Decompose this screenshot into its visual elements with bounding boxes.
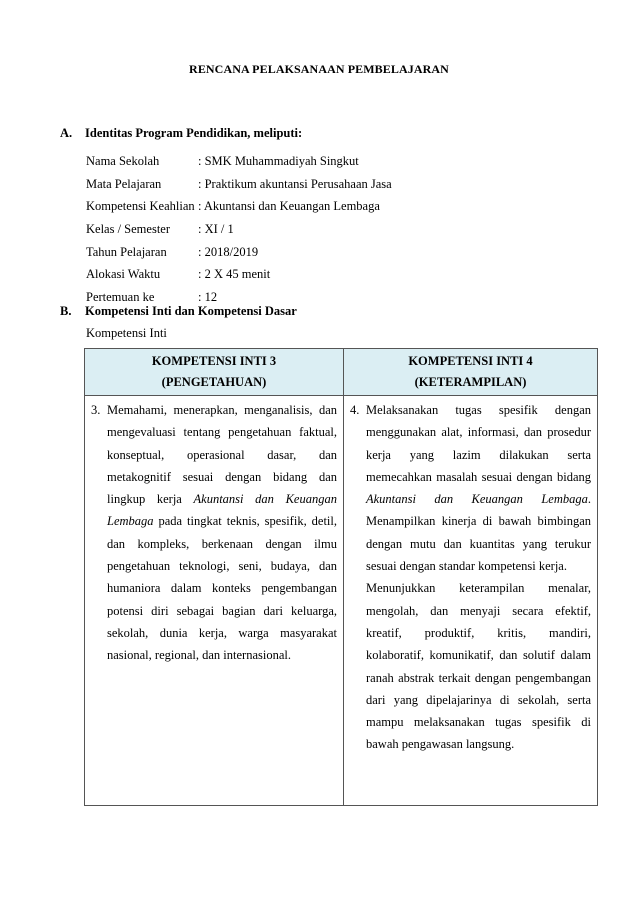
identity-label: Kelas / Semester [86, 222, 171, 237]
identity-value: : XI / 1 [198, 222, 234, 237]
section-a-title: Identitas Program Pendidikan, meliputi: [85, 126, 303, 140]
ki3-header-title: KOMPETENSI INTI 3 [151, 354, 277, 368]
ki4-text-italic: Akuntansi dan Keuangan Lembaga [366, 492, 588, 507]
ki3-header [85, 349, 344, 396]
identity-row [86, 263, 392, 286]
ki3-text-b: pada tingkat teknis, spesifik, detil, dan kompleks, berkenaan dengan ilmu pengetahuan teknologi, seni, budaya, dan humaniora dalam konteks pengembangan potensi diri sebagai bagian dari keluarga, sekolah, dunia kerja, warga masyarakat nasional, regional, dan internasional. [107, 514, 337, 663]
ki4-header-subtitle: (KETERAMPILAN) [414, 375, 527, 389]
ki4-paragraph-2: Menunjukkan keterampilan menalar, mengolah, dan menyaji secara efektif, kreatif, produktif, kritis, mandiri, kolaboratif, komunikatif, dan solutif dalam ranah abstrak terkait dengan pengembangan dari yang dipelajarinya di sekolah, serta mampu melaksanakan tugas spesifik di bawah pengawasan langsung. [366, 581, 591, 752]
section-a-heading [60, 126, 302, 141]
ki4-item [350, 399, 591, 577]
identity-value: : 2 X 45 menit [198, 267, 271, 282]
identity-row [86, 150, 392, 173]
identity-value: : Akuntansi dan Keuangan Lembaga [198, 199, 380, 214]
identity-value: : 12 [198, 290, 218, 305]
section-b-heading [60, 304, 297, 319]
ki3-item [91, 399, 337, 667]
ki4-text-a: Melaksanakan tugas spesifik dengan menggunakan alat, informasi, dan prosedur kerja yang lazim dilakukan serta memecahkan masalah sesuai dengan bidang [366, 403, 591, 484]
identity-label: Nama Sekolah [86, 154, 160, 168]
section-a-letter: A. [60, 126, 73, 140]
ki4-header [344, 349, 598, 396]
identity-row [86, 173, 392, 196]
identity-list [86, 150, 392, 309]
ki3-header-subtitle: (PENGETAHUAN) [161, 375, 267, 389]
section-b-title: Kompetensi Inti dan Kompetensi Dasar [85, 304, 297, 318]
identity-label: Tahun Pelajaran [86, 244, 167, 259]
identity-label: Pertemuan ke [86, 290, 155, 305]
ki4-cell [344, 396, 598, 806]
ki4-text-b: . Menampilkan kinerja di bawah bimbingan dengan mutu dan kuantitas yang terukur sesuai dengan standar kompetensi kerja. [366, 492, 591, 574]
identity-label: Kompetensi Keahlian [86, 199, 195, 214]
identity-value: : Praktikum akuntansi Perusahaan Jasa [198, 176, 392, 191]
kompetensi-inti-table [84, 348, 598, 806]
section-b-letter: B. [60, 304, 72, 318]
ki4-header-title: KOMPETENSI INTI 4 [408, 354, 533, 368]
ki4-text [366, 399, 591, 577]
document-title: RENCANA PELAKSANAAN PEMBELAJARAN [189, 62, 449, 76]
ki3-text-italic: Akuntansi dan Keuangan Lembaga [107, 492, 337, 529]
identity-row [86, 218, 392, 241]
identity-row [86, 241, 392, 264]
identity-label: Alokasi Waktu [86, 267, 161, 282]
ki3-cell [85, 396, 344, 806]
identity-value: : SMK Muhammadiyah Singkut [198, 154, 359, 168]
identity-label: Mata Pelajaran [86, 176, 162, 191]
ki3-text-a: Memahami, menerapkan, menganalisis, dan mengevaluasi tentang pengetahuan faktual, konseptual, operasional dasar, dan metakognitif sesuai dengan bidang dan lingkup kerja [107, 403, 337, 507]
identity-row [86, 195, 392, 218]
kompetensi-inti-label: Kompetensi Inti [86, 326, 167, 340]
ki4-number: 4. [350, 403, 360, 417]
table-row [85, 396, 598, 806]
ki3-text [107, 399, 337, 667]
ki3-number: 3. [91, 403, 101, 417]
table-header-row [85, 349, 598, 396]
identity-value: : 2018/2019 [198, 244, 259, 259]
